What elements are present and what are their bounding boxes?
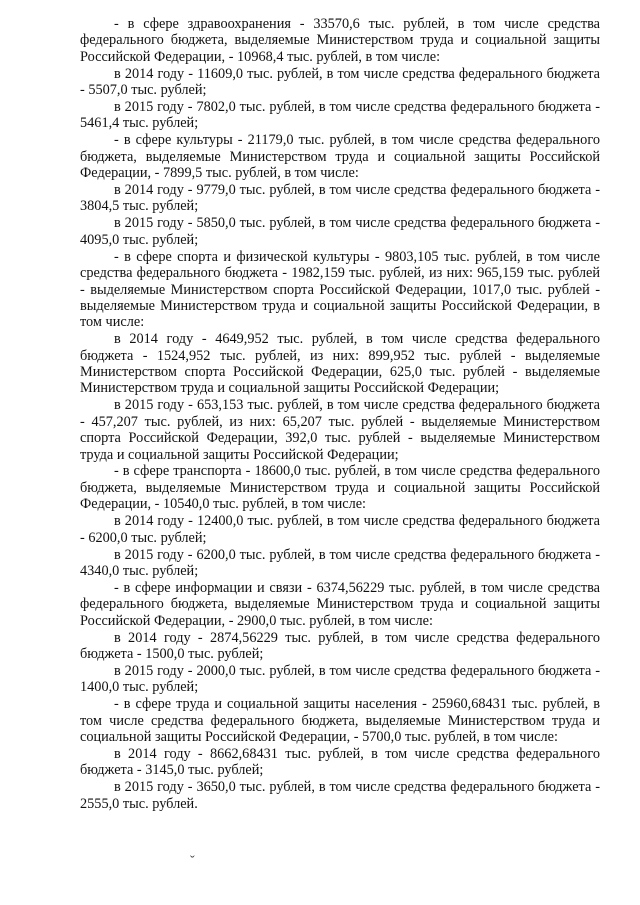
paragraph-transport: - в сфере транспорта - 18600,0 тыс. рублей, в том числе средства федерального бюджета, выделяемые Министерством труда и социальной защиты Российской Федерации, - 10540,0 тыс. рублей, в том числе: <box>80 463 600 513</box>
paragraph-health-2014: в 2014 году - 11609,0 тыс. рублей, в том числе средства федерального бюджета - 5507,0 тыс. рублей; <box>80 65 600 99</box>
paragraph-information-2015: в 2015 году - 2000,0 тыс. рублей, в том числе средства федерального бюджета - 1400,0 тыс. рублей; <box>80 662 600 696</box>
paragraph-labor-2014: в 2014 году - 8662,68431 тыс. рублей, в том числе средства федерального бюджета - 3145,0 тыс. рублей; <box>80 745 600 779</box>
paragraph-labor-2015: в 2015 году - 3650,0 тыс. рублей, в том числе средства федерального бюджета - 2555,0 тыс. рублей. <box>80 779 600 812</box>
paragraph-information: - в сфере информации и связи - 6374,56229 тыс. рублей, в том числе средства федерального бюджета, выделяемые Министерством труда и социальной защиты Российской Федерации, - 2900,0 тыс. рублей, в том числе: <box>80 579 600 629</box>
paragraph-sport: - в сфере спорта и физической культуры - 9803,105 тыс. рублей, в том числе средства федерального бюджета - 1982,159 тыс. рублей, из них: 965,159 тыс. рублей - выделяемые Министерством спорта Российской Федерации, 1017,0 тыс. рублей - выделяемые Министерством труда и социальной защиты Российской Федерации, в том числе: <box>80 248 600 331</box>
paragraph-information-2014: в 2014 году - 2874,56229 тыс. рублей, в том числе средства федерального бюджета - 1500,0 тыс. рублей; <box>80 629 600 662</box>
paragraph-sport-2015: в 2015 году - 653,153 тыс. рублей, в том числе средства федерального бюджета - 457,207 тыс. рублей, из них: 65,207 тыс. рублей - выделяемые Министерством спорта Российской Федерации, 392,0 тыс. рублей - выделяемые Министерством труда и социальной защиты Российской Федерации; <box>80 397 600 463</box>
paragraph-culture: - в сфере культуры - 21179,0 тыс. рублей, в том числе средства федерального бюджета, выделяемые Министерством труда и социальной защиты Российской Федерации, - 7899,5 тыс. рублей, в том числе: <box>80 132 600 182</box>
paragraph-health-2015: в 2015 году - 7802,0 тыс. рублей, в том числе средства федерального бюджета - 5461,4 тыс. рублей; <box>80 99 600 132</box>
stray-mark: ˇ <box>190 854 195 869</box>
document-body <box>80 16 600 813</box>
paragraph-sport-2014: в 2014 году - 4649,952 тыс. рублей, в том числе средства федерального бюджета - 1524,952 тыс. рублей, из них: 899,952 тыс. рублей - выделяемые Министерством спорта Российской Федерации, 625,0 тыс. рублей - выделяемые Министерством труда и социальной защиты Российской Федерации; <box>80 331 600 397</box>
paragraph-culture-2015: в 2015 году - 5850,0 тыс. рублей, в том числе средства федерального бюджета - 4095,0 тыс. рублей; <box>80 215 600 248</box>
paragraph-health: - в сфере здравоохранения - 33570,6 тыс. рублей, в том числе средства федерального бюджета, выделяемые Министерством труда и социальной защиты Российской Федерации, - 10968,4 тыс. рублей, в том числе: <box>80 16 600 65</box>
paragraph-culture-2014: в 2014 году - 9779,0 тыс. рублей, в том числе средства федерального бюджета - 3804,5 тыс. рублей; <box>80 182 600 215</box>
paragraph-transport-2014: в 2014 году - 12400,0 тыс. рублей, в том числе средства федерального бюджета - 6200,0 тыс. рублей; <box>80 513 600 546</box>
paragraph-transport-2015: в 2015 году - 6200,0 тыс. рублей, в том числе средства федерального бюджета - 4340,0 тыс. рублей; <box>80 546 600 579</box>
paragraph-labor: - в сфере труда и социальной защиты населения - 25960,68431 тыс. рублей, в том числе средства федерального бюджета, выделяемые Министерством труда и социальной защиты Российской Федерации, - 5700,0 тыс. рублей, в том числе: <box>80 696 600 745</box>
